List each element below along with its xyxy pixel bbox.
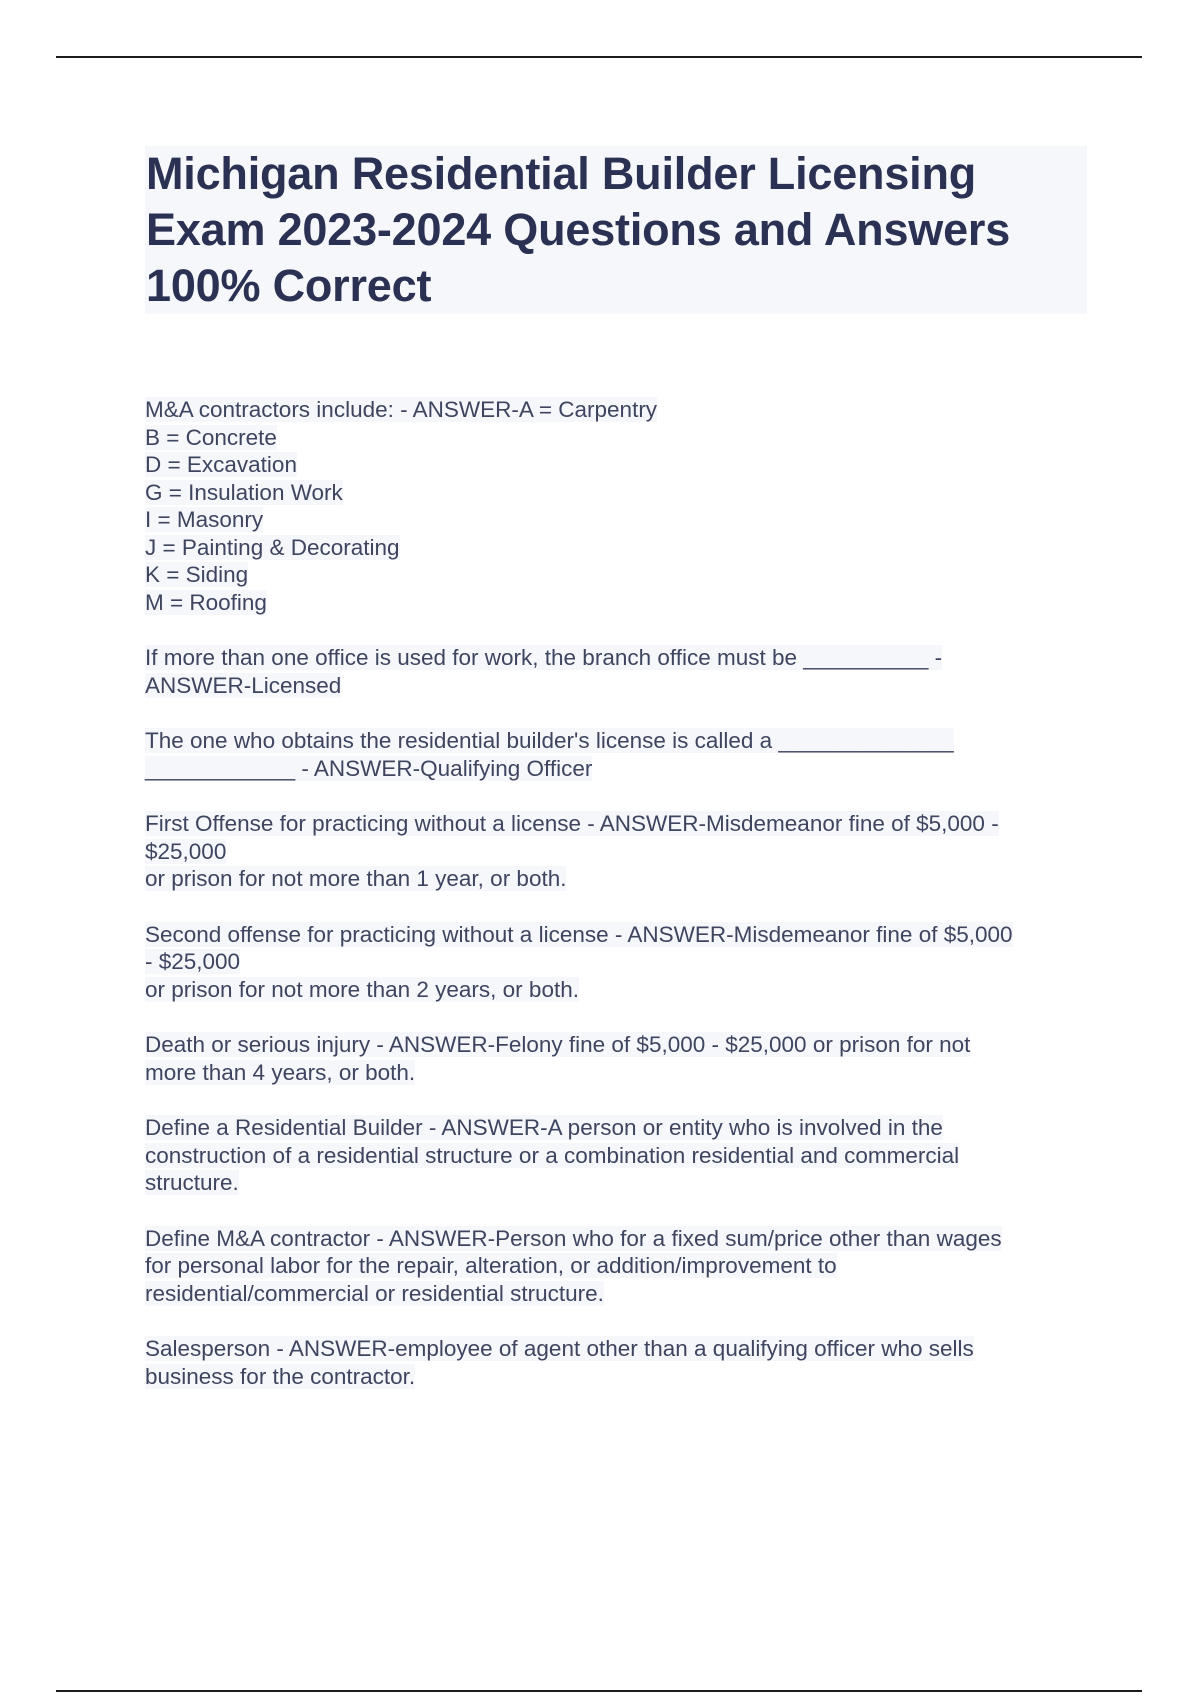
qa-line: D = Excavation xyxy=(145,452,297,477)
qa-line: I = Masonry xyxy=(145,507,264,532)
qa-line: M&A contractors include: - ANSWER-A = Carpentry xyxy=(145,397,658,422)
qa-line: Define a Residential Builder - ANSWER-A person or entity who is involved in the xyxy=(145,1115,943,1140)
qa-line: M = Roofing xyxy=(145,589,267,615)
bottom-rule xyxy=(56,1690,1142,1692)
qa-line: Death or serious injury - ANSWER-Felony fine of $5,000 - $25,000 or prison for not xyxy=(145,1032,971,1057)
qa-line: ____________ - ANSWER-Qualifying Officer xyxy=(145,755,593,781)
title-block xyxy=(145,146,1087,314)
qa-line: residential/commercial or residential structure. xyxy=(145,1280,604,1306)
qa-item xyxy=(145,1335,1085,1390)
top-rule xyxy=(56,56,1142,58)
qa-line: G = Insulation Work xyxy=(145,479,343,505)
qa-line: First Offense for practicing without a license - ANSWER-Misdemeanor fine of $5,000 - xyxy=(145,811,999,836)
qa-line: more than 4 years, or both. xyxy=(145,1059,416,1085)
qa-line: - $25,000 xyxy=(145,949,241,974)
qa-line: or prison for not more than 2 years, or both. xyxy=(145,976,579,1002)
qa-line: ANSWER-Licensed xyxy=(145,672,342,698)
qa-line: The one who obtains the residential builder's license is called a ______________ xyxy=(145,728,954,753)
qa-line: structure. xyxy=(145,1170,239,1195)
qa-item xyxy=(145,727,1085,782)
qa-line: B = Concrete xyxy=(145,424,277,450)
qa-line: Salesperson - ANSWER-employee of agent other than a qualifying officer who sells xyxy=(145,1336,974,1361)
qa-item xyxy=(145,921,1085,1004)
qa-line: If more than one office is used for work, the branch office must be __________ - xyxy=(145,645,943,670)
qa-line: for personal labor for the repair, alteration, or addition/improvement to xyxy=(145,1253,837,1278)
qa-line: business for the contractor. xyxy=(145,1363,416,1389)
qa-item xyxy=(145,396,1085,616)
qa-line: $25,000 xyxy=(145,838,227,864)
qa-item xyxy=(145,1114,1085,1197)
qa-item xyxy=(145,1225,1085,1308)
qa-line: Second offense for practicing without a license - ANSWER-Misdemeanor fine of $5,000 xyxy=(145,921,1013,947)
qa-line: Define M&A contractor - ANSWER-Person who for a fixed sum/price other than wages xyxy=(145,1225,1002,1251)
qa-line: J = Painting & Decorating xyxy=(145,534,400,560)
qa-list xyxy=(145,396,1085,1418)
qa-item xyxy=(145,810,1085,893)
qa-line: construction of a residential structure or a combination residential and commercial xyxy=(145,1142,960,1168)
qa-item xyxy=(145,1031,1085,1086)
qa-line: or prison for not more than 1 year, or both. xyxy=(145,866,567,891)
qa-item xyxy=(145,644,1085,699)
qa-line: K = Siding xyxy=(145,562,249,587)
document-title: Michigan Residential Builder Licensing Exam 2023-2024 Questions and Answers 100% Correct xyxy=(146,148,1011,311)
